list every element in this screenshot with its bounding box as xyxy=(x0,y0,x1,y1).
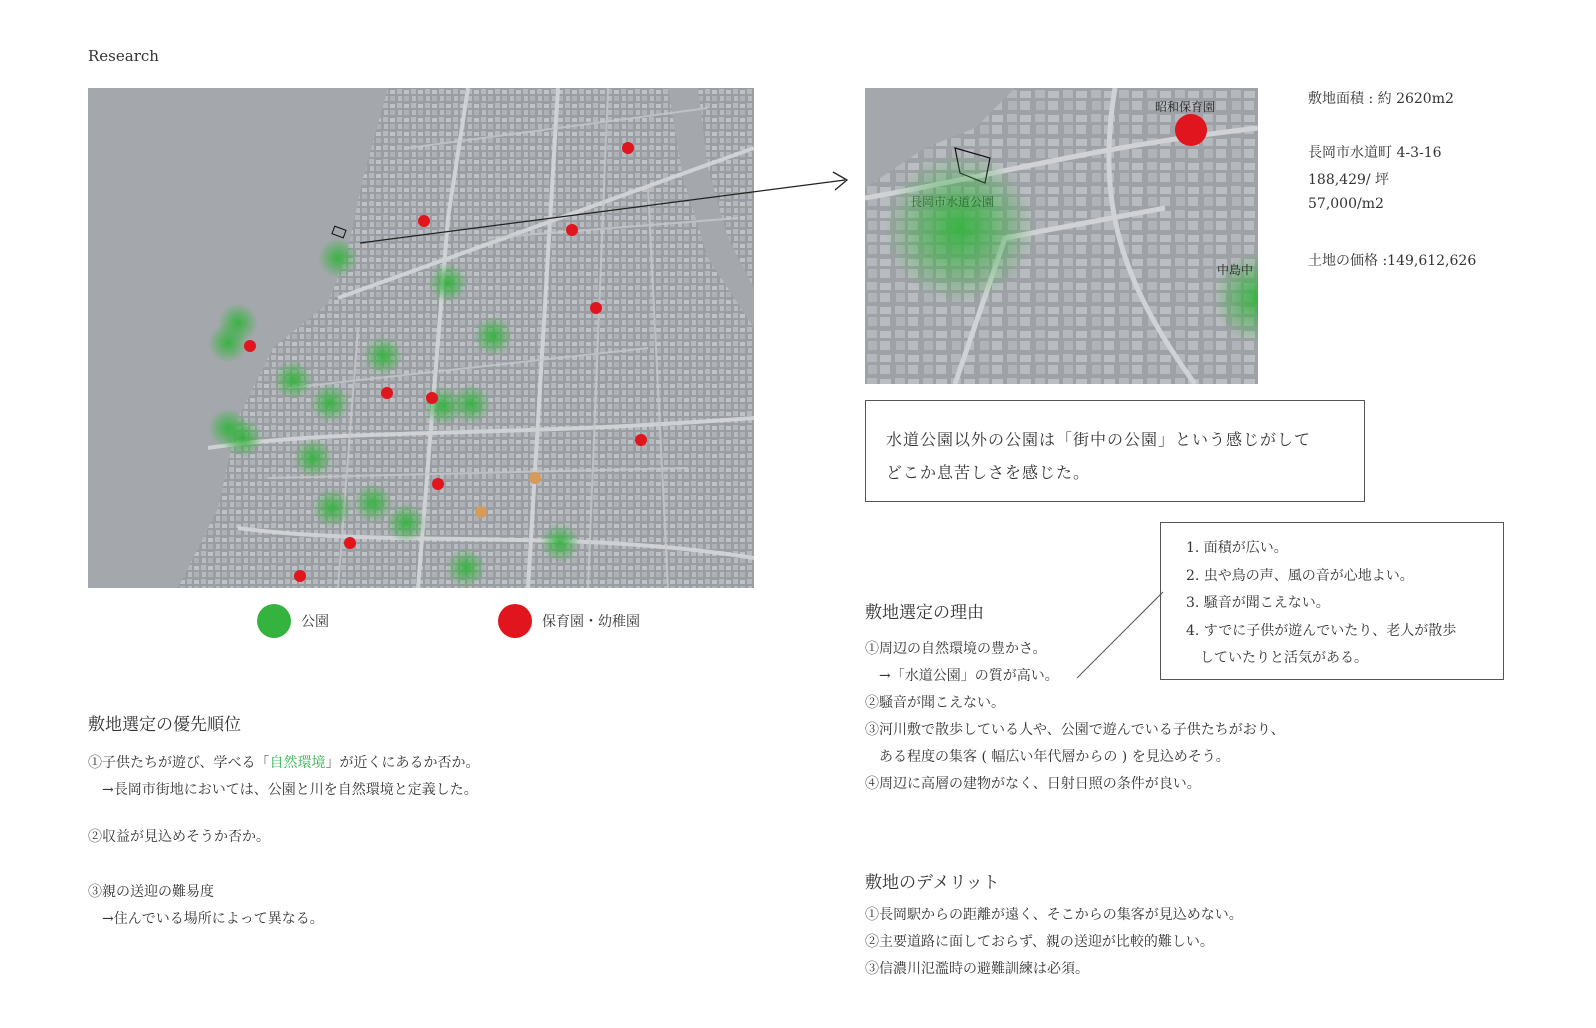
nursery-marker[interactable] xyxy=(622,142,634,154)
priority-1-highlight: 自然環境 xyxy=(269,755,326,771)
site-reason-line: ③河川敷で散歩している人や、公園で遊んでいる子供たちがおり、 xyxy=(865,722,1285,738)
park-marker[interactable] xyxy=(451,384,491,424)
priority-item-3-sub: →住んでいる場所によって異なる。 xyxy=(88,911,324,927)
park-marker[interactable] xyxy=(363,336,403,376)
impression-line-2: どこか息苦しさを感じた。 xyxy=(886,463,1091,482)
site-reason-line: ④周辺に高層の建物がなく、日射日照の条件が良い。 xyxy=(865,776,1201,792)
quality-item: 4. すでに子供が遊んでいたり、老人が散歩 xyxy=(1186,622,1457,639)
park-marker[interactable] xyxy=(208,323,248,363)
price-per-tsubo: 188,429/ 坪 xyxy=(1308,172,1390,188)
site-reason-line: ある程度の集客 ( 幅広い年代層からの ) を見込めそう。 xyxy=(865,749,1230,765)
nursery-marker[interactable] xyxy=(294,570,306,582)
priority-item-3: ③親の送迎の難易度 xyxy=(88,884,214,900)
impression-box xyxy=(865,400,1365,502)
quality-item: していたりと活気がある。 xyxy=(1186,650,1368,666)
demerit-line: ③信濃川氾濫時の避難訓練は必須。 xyxy=(865,961,1089,977)
park-marker[interactable] xyxy=(428,263,468,303)
quality-item: 1. 面積が広い。 xyxy=(1186,540,1288,556)
nursery-marker[interactable] xyxy=(244,340,256,352)
impression-line-1: 水道公園以外の公園は「街中の公園」という感じがして xyxy=(886,430,1312,449)
legend-nursery xyxy=(498,604,640,638)
site-reason-line: ①周辺の自然環境の豊かさ。 xyxy=(865,641,1047,657)
site-area: 敷地面積 : 約 2620m2 xyxy=(1308,91,1454,107)
nursery-legend-icon xyxy=(498,604,532,638)
park-marker[interactable] xyxy=(293,438,333,478)
park-marker[interactable] xyxy=(473,316,513,356)
legend-nursery-label: 保育園・幼稚園 xyxy=(542,614,640,630)
nursery-marker[interactable] xyxy=(344,537,356,549)
city-map[interactable] xyxy=(88,88,754,588)
site-reason-title: 敷地選定の理由 xyxy=(865,603,984,623)
park-marker[interactable] xyxy=(446,548,486,588)
section-label: Research xyxy=(88,47,159,65)
other-facility-marker[interactable] xyxy=(529,472,541,484)
demerit-line: ①長岡駅からの距離が遠く、そこからの集客が見込めない。 xyxy=(865,907,1243,923)
priority-item-1 xyxy=(88,752,479,772)
other-facility-marker[interactable] xyxy=(475,506,487,518)
demerit-line: ②主要道路に面しておらず、親の送迎が比較的難しい。 xyxy=(865,934,1214,950)
nursery-marker[interactable] xyxy=(590,302,602,314)
park-legend-icon xyxy=(257,604,291,638)
legend-park-label: 公園 xyxy=(301,614,329,630)
pointer-arrow xyxy=(355,170,855,250)
suido-park-marker[interactable] xyxy=(885,153,1035,303)
price-per-m2: 57,000/m2 xyxy=(1308,196,1384,212)
showa-nursery-marker[interactable] xyxy=(1175,114,1207,146)
park-marker[interactable] xyxy=(540,523,580,563)
land-price: 土地の価格 :149,612,626 xyxy=(1308,253,1477,269)
park-marker[interactable] xyxy=(386,503,426,543)
nursery-marker[interactable] xyxy=(426,392,438,404)
priority-1-suffix: 」が近くにあるか否か。 xyxy=(325,755,480,771)
legend-park xyxy=(257,604,329,638)
priority-item-2: ②収益が見込めそうか否か。 xyxy=(88,829,270,845)
park-marker[interactable] xyxy=(273,360,313,400)
nursery-marker[interactable] xyxy=(635,434,647,446)
priority-title: 敷地選定の優先順位 xyxy=(88,715,241,735)
site-address: 長岡市水道町 4-3-16 xyxy=(1308,145,1442,161)
suido-park-label: 長岡市水道公園 xyxy=(910,195,995,209)
quality-item: 2. 虫や鳥の声、風の音が心地よい。 xyxy=(1186,567,1414,584)
nursery-marker[interactable] xyxy=(381,387,393,399)
park-marker[interactable] xyxy=(223,418,263,458)
quality-item: 3. 騒音が聞こえない。 xyxy=(1186,595,1330,611)
detail-map[interactable] xyxy=(865,88,1258,384)
demerit-title: 敷地のデメリット xyxy=(865,873,1000,893)
park-marker[interactable] xyxy=(310,383,350,423)
connector-line xyxy=(1075,590,1165,680)
park-marker[interactable] xyxy=(312,488,352,528)
priority-item-1-sub: →長岡市街地においては、公園と川を自然環境と定義した。 xyxy=(88,782,478,798)
site-reason-line: →「水道公園」の質が高い。 xyxy=(865,668,1059,684)
priority-1-prefix: ①子供たちが遊び、学べる「 xyxy=(88,755,270,771)
nursery-marker[interactable] xyxy=(432,478,444,490)
site-reason-line: ②騒音が聞こえない。 xyxy=(865,695,1005,711)
park-qualities-box xyxy=(1160,522,1504,680)
nakajima-park-label: 中島中 xyxy=(1217,263,1254,277)
park-marker[interactable] xyxy=(318,238,358,278)
showa-nursery-label: 昭和保育園 xyxy=(1155,100,1216,114)
